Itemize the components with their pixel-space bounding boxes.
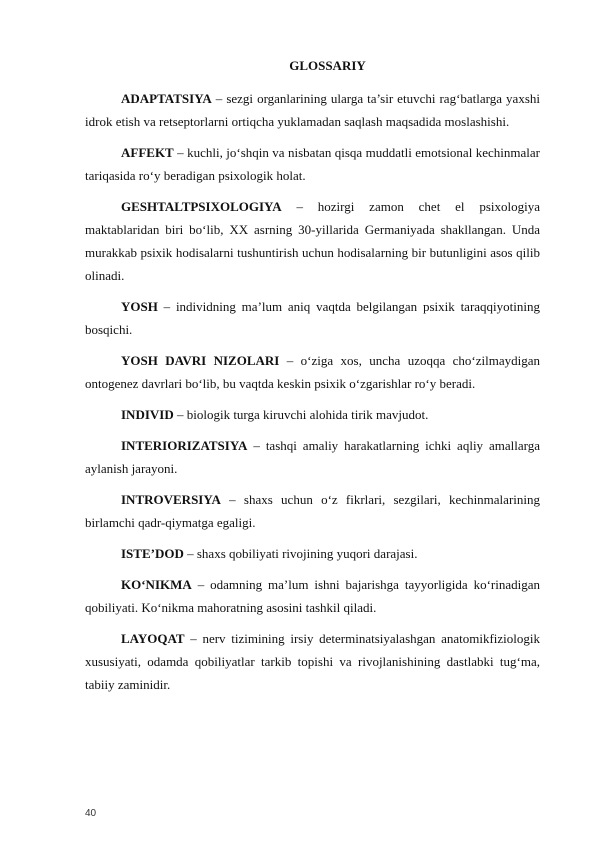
glossary-entry-yosh-davri-nizolari <box>85 349 540 395</box>
glossary-definition: – nerv tizimining irsiy determinatsiyalashgan anatomikfiziologik xususiyati, odamda qobiliyatlar tarkib topishi va rivojlanishining dastlabki tug‘ma, tabiiy zaminidir. <box>85 631 540 692</box>
glossary-entry-geshtaltpsixologiya <box>85 195 540 287</box>
glossary-definition: – kuchli, jo‘shqin va nisbatan qisqa muddatli emotsional kechinmalar tariqasida ro‘y beradigan psixologik holat. <box>85 145 540 183</box>
glossary-term: YOSH <box>121 299 158 314</box>
glossary-definition: – hozirgi zamon chet el psixologiya maktablaridan biri bo‘lib, XX asrning 30-yillarida Germaniyada shakllangan. Unda murakkab psixik hodisalarni tushuntirish uchun hodisalarning bir butunligini asos qilib olinadi. <box>85 199 540 283</box>
glossary-term: GESHTALTPSIXOLOGIYA <box>121 199 282 214</box>
glossary-definition: – shaxs uchun o‘z fikrlari, sezgilari, kechinmalarining birlamchi qadr-qiymatga egaligi. <box>85 492 540 530</box>
glossary-entry-konikma <box>85 573 540 619</box>
glossary-definition: – tashqi amaliy harakatlarning ichki aqliy amallarga aylanish jarayoni. <box>85 438 540 476</box>
glossary-entry-istedod <box>85 542 540 565</box>
glossary-term: YOSH DAVRI NIZOLARI <box>121 353 280 368</box>
page-title: GLOSSARIY <box>289 58 366 73</box>
page-number: 40 <box>85 808 97 819</box>
glossary-definition: – individning ma’lum aniq vaqtda belgilangan psixik taraqqiyotining bosqichi. <box>85 299 540 337</box>
glossary-term: INTERIORIZATSIYA <box>121 438 248 453</box>
glossary-term: KO‘NIKMA <box>121 577 192 592</box>
glossary-entry-introversiya <box>85 488 540 534</box>
glossary-term: ADAPTATSIYA <box>121 91 212 106</box>
glossary-term: LAYOQAT <box>121 631 185 646</box>
glossary-definition: – o‘ziga xos, uncha uzoqqa cho‘zilmaydigan ontogenez davrlari bo‘lib, bu vaqtda keskin psixik o‘zgarishlar ro‘y beradi. <box>85 353 540 391</box>
glossary-entry-individ <box>85 403 540 426</box>
glossary-entry-yosh <box>85 295 540 341</box>
glossary-entry-layoqat <box>85 627 540 696</box>
glossary-entry-interiorizatsiya <box>85 434 540 480</box>
glossary-definition: – biologik turga kiruvchi alohida tirik mavjudot. <box>173 407 429 422</box>
glossary-term: AFFEKT <box>121 145 174 160</box>
glossary-term: ISTE’DOD <box>121 546 184 561</box>
glossary-entry-adaptatsiya <box>85 87 540 133</box>
glossary-definition: – shaxs qobiliyati rivojining yuqori darajasi. <box>183 546 418 561</box>
glossary-entry-affekt <box>85 141 540 187</box>
glossary-definition: – sezgi organlarining ularga ta’sir etuvchi rag‘batlarga yaxshi idrok etish va retseptorlarni ortiqcha yuklamadan saqlash maqsadida moslashishi. <box>85 91 540 129</box>
glossary-term: INDIVID <box>121 407 174 422</box>
glossary-term: INTROVERSIYA <box>121 492 221 507</box>
document-page <box>85 58 540 704</box>
glossary-definition: – odamning ma’lum ishni bajarishga tayyorligida ko‘rinadigan qobiliyati. Ko‘nikma mahoratning asosini tashkil qiladi. <box>85 577 540 615</box>
